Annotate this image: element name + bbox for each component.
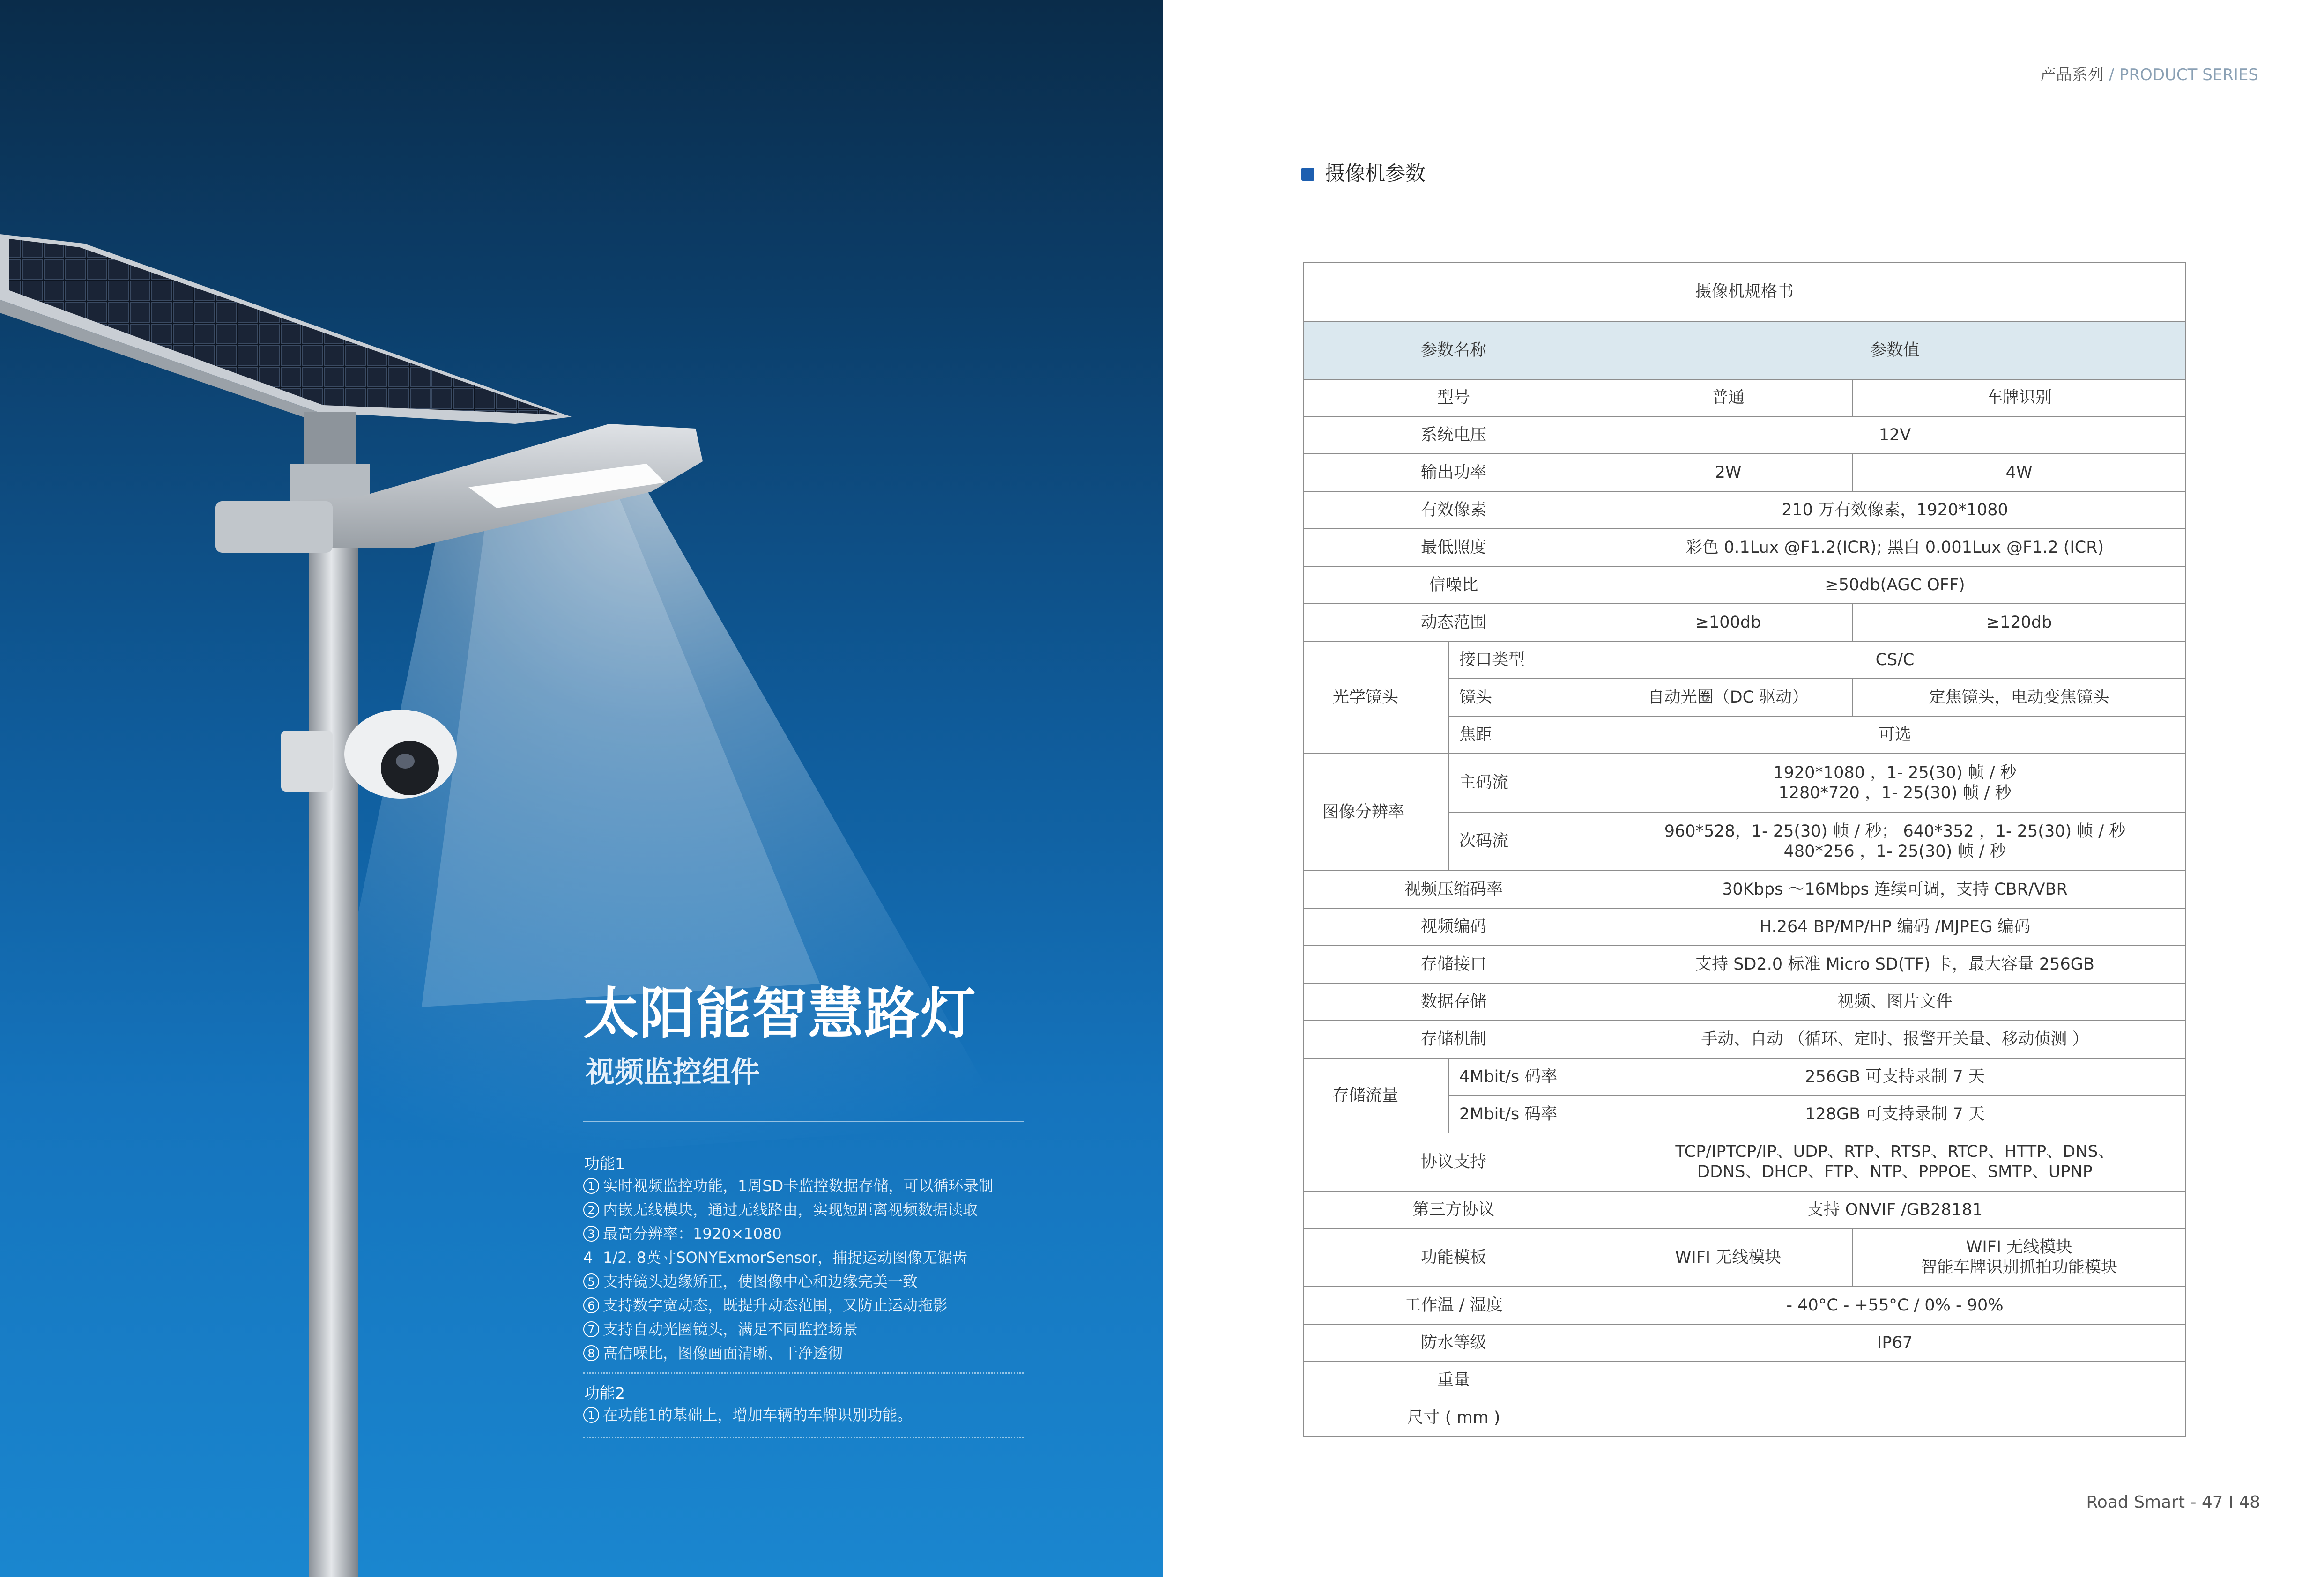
feature-text: 在功能1的基础上，增加车辆的车牌识别功能。 — [603, 1406, 913, 1424]
table-row — [1303, 491, 2186, 529]
series-label-cn: 产品系列 — [2040, 66, 2104, 84]
param-value: CS/C — [1604, 641, 2186, 679]
series-header — [2040, 67, 2258, 83]
param-value: 视频、图片文件 — [1604, 983, 2186, 1021]
pole — [309, 506, 358, 1577]
value-line: 480*256 ，1- 25(30) 帧 / 秒 — [1783, 842, 2006, 861]
table-row — [1303, 454, 2186, 491]
value-line: TCP/IPTCP/IP、UDP、RTP、RTSP、RTCP、HTTP、DNS、 — [1675, 1142, 2115, 1162]
param-name: 型号 — [1303, 379, 1604, 416]
param-name: 工作温 / 湿度 — [1303, 1287, 1604, 1324]
param-name: 接口类型 — [1448, 641, 1604, 679]
param-name: 镜头 — [1448, 679, 1604, 716]
param-name: 系统电压 — [1303, 416, 1604, 454]
value-line: WIFI 无线模块 — [1966, 1238, 2072, 1257]
feature-group-2-list — [583, 1403, 912, 1427]
number-label: 4 — [583, 1249, 593, 1266]
param-name: 次码流 — [1448, 812, 1604, 871]
page-footer: Road Smart - 47 I 48 — [2086, 1493, 2260, 1512]
param-value — [1604, 754, 2186, 812]
param-value: 支持 ONVIF /GB28181 — [1604, 1191, 2186, 1229]
feature-text: 支持自动光圈镜头，满足不同监控场景 — [603, 1320, 858, 1338]
panel-mount — [304, 412, 356, 468]
param-value: 支持 SD2.0 标准 Micro SD(TF) 卡，最大容量 256GB — [1604, 946, 2186, 983]
param-name: 动态范围 — [1303, 604, 1604, 641]
group-name: 光学镜头 — [1303, 641, 1448, 754]
value-line: 智能车牌识别抓拍功能模块 — [1921, 1258, 2118, 1277]
table-row — [1303, 1191, 2186, 1229]
table-row — [1303, 983, 2186, 1021]
param-name: 2Mbit/s 码率 — [1448, 1096, 1604, 1133]
feature-item — [583, 1403, 912, 1427]
param-name: 功能模板 — [1303, 1229, 1604, 1287]
param-value: ≥50db(AGC OFF) — [1604, 566, 2186, 604]
feature-divider — [583, 1372, 1024, 1374]
param-value: 自动光圈（DC 驱动） — [1604, 679, 1852, 716]
param-name: 第三方协议 — [1303, 1191, 1604, 1229]
table-row — [1303, 908, 2186, 946]
table-row — [1303, 1133, 2186, 1191]
section-heading — [1301, 164, 1426, 184]
param-value — [1852, 1229, 2186, 1287]
param-value: 车牌识别 — [1852, 379, 2186, 416]
table-row — [1303, 1362, 2186, 1399]
table-row — [1303, 529, 2186, 566]
circled-number-icon: 3 — [583, 1226, 599, 1242]
table-row — [1303, 871, 2186, 908]
table-row — [1303, 416, 2186, 454]
circled-number-icon: 1 — [583, 1178, 599, 1194]
param-value: WIFI 无线模块 — [1604, 1229, 1852, 1287]
section-heading-text: 摄像机参数 — [1325, 162, 1426, 185]
feature-item — [583, 1270, 993, 1294]
param-value: 普通 — [1604, 379, 1852, 416]
table-row — [1303, 641, 2186, 679]
feature-text: 最高分辨率：1920×1080 — [603, 1225, 782, 1243]
group-name: 存储流量 — [1303, 1058, 1448, 1133]
param-name: 有效像素 — [1303, 491, 1604, 529]
header-name: 参数名称 — [1303, 322, 1604, 379]
feature-text: 高信噪比，图像画面清晰、干净透彻 — [603, 1344, 843, 1362]
param-value: ≥100db — [1604, 604, 1852, 641]
table-row — [1303, 1287, 2186, 1324]
feature-item — [583, 1341, 993, 1365]
table-row — [1303, 1021, 2186, 1058]
param-name: 视频压缩码率 — [1303, 871, 1604, 908]
param-name: 存储机制 — [1303, 1021, 1604, 1058]
param-value: IP67 — [1604, 1324, 2186, 1362]
product-title: 太阳能智慧路灯 — [583, 981, 977, 1046]
param-value: 4W — [1852, 454, 2186, 491]
circled-number-icon: 1 — [583, 1407, 599, 1423]
series-label-en: / PRODUCT SERIES — [2109, 66, 2258, 84]
value-line: DDNS、DHCP、FTP、NTP、PPPOE、SMTP、UPNP — [1697, 1162, 2093, 1181]
param-value: 256GB 可支持录制 7 天 — [1604, 1058, 2186, 1096]
product-subtitle: 视频监控组件 — [586, 1055, 760, 1089]
circled-number-icon: 6 — [583, 1297, 599, 1313]
feature-item — [583, 1198, 993, 1222]
param-name: 重量 — [1303, 1362, 1604, 1399]
param-value: 定焦镜头，电动变焦镜头 — [1852, 679, 2186, 716]
table-row — [1303, 379, 2186, 416]
param-value — [1604, 1133, 2186, 1191]
value-line: 1920*1080 ，1- 25(30) 帧 / 秒 — [1773, 763, 2017, 782]
table-row — [1303, 1058, 2186, 1096]
header-value: 参数值 — [1604, 322, 2186, 379]
param-value: 手动、自动 （循环、定时、报警开关量、移动侦测 ） — [1604, 1021, 2186, 1058]
table-row — [1303, 604, 2186, 641]
feature-text: 实时视频监控功能，1周SD卡监控数据存储，可以循环录制 — [603, 1177, 994, 1195]
param-value — [1604, 812, 2186, 871]
feature-text: 支持镜头边缘矫正，使图像中心和边缘完美一致 — [603, 1273, 918, 1290]
circled-number-icon: 8 — [583, 1345, 599, 1361]
feature-text: 1/2. 8英寸SONYExmorSensor，捕捉运动图像无锯齿 — [603, 1249, 967, 1266]
param-value: 可选 — [1604, 716, 2186, 754]
bullet-square-icon — [1301, 168, 1314, 181]
feature-item — [583, 1318, 993, 1341]
param-name: 数据存储 — [1303, 983, 1604, 1021]
feature-item — [583, 1294, 993, 1318]
table-caption-row — [1303, 262, 2186, 322]
param-value: 128GB 可支持录制 7 天 — [1604, 1096, 2186, 1133]
param-name: 主码流 — [1448, 754, 1604, 812]
feature-group-1-heading: 功能1 — [584, 1155, 625, 1173]
table-row — [1303, 1399, 2186, 1436]
param-value: 210 万有效像素，1920*1080 — [1604, 491, 2186, 529]
circled-number-icon: 2 — [583, 1202, 599, 1218]
param-name: 防水等级 — [1303, 1324, 1604, 1362]
param-value: H.264 BP/MP/HP 编码 /MJPEG 编码 — [1604, 908, 2186, 946]
param-value: 彩色 0.1Lux @F1.2(ICR); 黑白 0.001Lux @F1.2 (ICR) — [1604, 529, 2186, 566]
camera-spec-table — [1303, 262, 2186, 1437]
table-row — [1303, 946, 2186, 983]
table-row — [1303, 1324, 2186, 1362]
table-row — [1303, 754, 2186, 812]
table-row — [1303, 566, 2186, 604]
table-caption: 摄像机规格书 — [1303, 262, 2186, 322]
param-value: 30Kbps ～16Mbps 连续可调，支持 CBR/VBR — [1604, 871, 2186, 908]
param-name: 尺寸 ( mm ) — [1303, 1399, 1604, 1436]
param-name: 焦距 — [1448, 716, 1604, 754]
feature-divider — [583, 1437, 1024, 1438]
circled-number-icon: 7 — [583, 1321, 599, 1337]
camera-module — [281, 710, 457, 799]
value-line: 960*528，1- 25(30) 帧 / 秒； 640*352 ，1- 25(30) 帧 / 秒 — [1664, 822, 2126, 841]
solar-panel — [0, 234, 572, 424]
feature-item — [583, 1246, 993, 1270]
param-name: 输出功率 — [1303, 454, 1604, 491]
param-value: ≥120db — [1852, 604, 2186, 641]
feature-item — [583, 1174, 993, 1198]
param-value — [1604, 1362, 2186, 1399]
mount-collar — [290, 464, 370, 501]
param-name: 最低照度 — [1303, 529, 1604, 566]
param-name: 存储接口 — [1303, 946, 1604, 983]
group-name: 图像分辨率 — [1303, 754, 1448, 871]
feature-group-1-list — [583, 1174, 993, 1365]
feature-item — [583, 1222, 993, 1246]
param-value: 2W — [1604, 454, 1852, 491]
param-value: - 40°C - +55°C / 0% - 90% — [1604, 1287, 2186, 1324]
param-value — [1604, 1399, 2186, 1436]
param-name: 协议支持 — [1303, 1133, 1604, 1191]
param-name: 视频编码 — [1303, 908, 1604, 946]
table-row — [1303, 1229, 2186, 1287]
title-divider — [583, 1121, 1024, 1122]
feature-text: 支持数字宽动态，既提升动态范围，又防止运动拖影 — [603, 1296, 948, 1314]
feature-text: 内嵌无线模块，通过无线路由，实现短距离视频数据读取 — [603, 1201, 978, 1219]
param-name: 4Mbit/s 码率 — [1448, 1058, 1604, 1096]
param-name: 信噪比 — [1303, 566, 1604, 604]
table-header-row — [1303, 322, 2186, 379]
value-line: 1280*720 ，1- 25(30) 帧 / 秒 — [1778, 783, 2012, 802]
param-value: 12V — [1604, 416, 2186, 454]
circled-number-icon: 5 — [583, 1273, 599, 1289]
feature-group-2-heading: 功能2 — [584, 1384, 625, 1402]
